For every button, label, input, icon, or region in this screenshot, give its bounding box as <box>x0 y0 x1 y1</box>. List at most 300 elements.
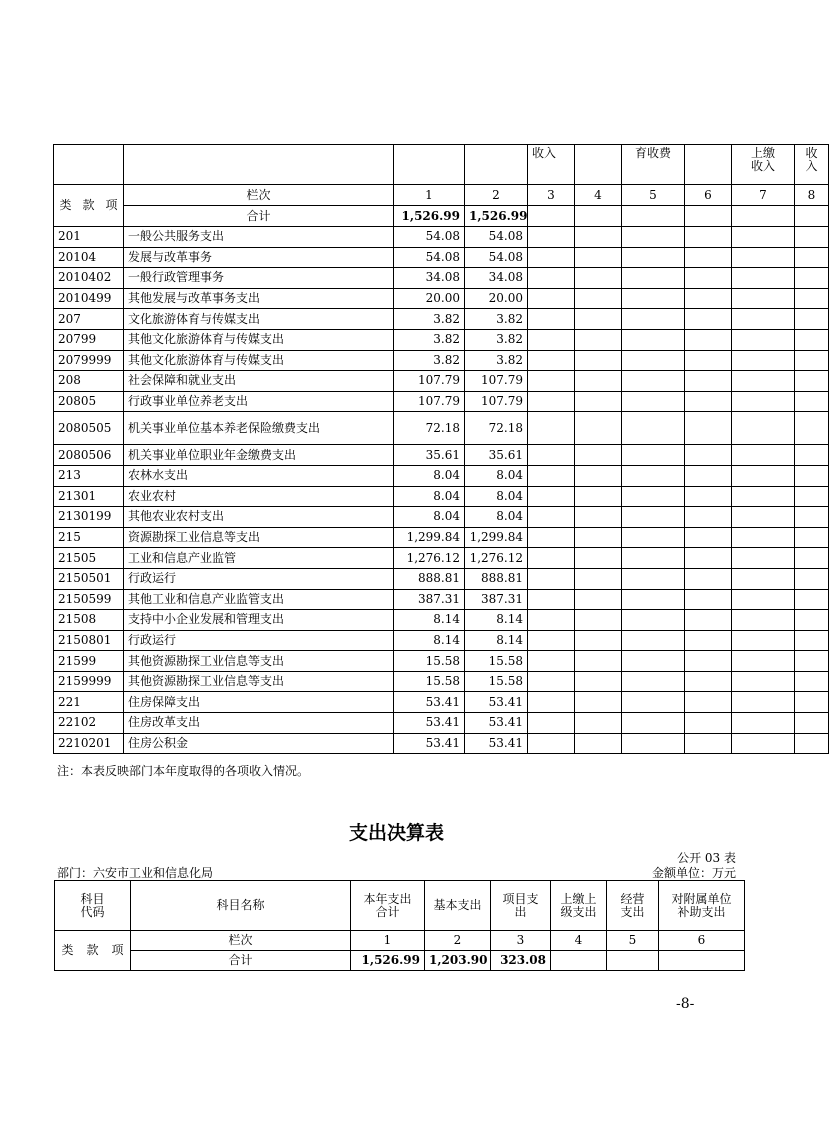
table-row <box>54 486 829 507</box>
empty-cell <box>622 651 685 672</box>
row-value: 387.31 <box>394 589 465 610</box>
empty-cell <box>795 371 829 392</box>
lei-kuan-xiang-header <box>54 185 124 227</box>
empty-cell <box>575 713 622 734</box>
row-value: 20.00 <box>465 288 528 309</box>
empty-cell <box>732 568 795 589</box>
col-lei: 类 <box>59 198 72 212</box>
table-row <box>54 350 829 371</box>
col-header: 对附属单位 补助支出 <box>659 881 745 931</box>
col-number: 6 <box>685 185 732 206</box>
total-label: 合计 <box>124 206 394 227</box>
row-value: 34.08 <box>465 268 528 289</box>
col-number: 6 <box>659 931 745 951</box>
empty-cell <box>622 465 685 486</box>
row-code: 21599 <box>54 651 124 672</box>
table-number: 公开 03 表 <box>677 851 736 865</box>
empty-cell <box>528 568 575 589</box>
row-value: 35.61 <box>394 445 465 466</box>
empty-cell <box>575 329 622 350</box>
col-header: 项目支 出 <box>491 881 551 931</box>
empty-cell <box>528 391 575 412</box>
empty-cell <box>575 465 622 486</box>
page-number: -8- <box>676 996 695 1012</box>
empty-cell <box>795 412 829 445</box>
empty-cell <box>795 350 829 371</box>
empty-cell <box>622 227 685 248</box>
empty-cell <box>732 692 795 713</box>
row-value: 8.04 <box>465 486 528 507</box>
row-name: 支持中小企业发展和管理支出 <box>124 610 394 631</box>
empty-cell <box>622 589 685 610</box>
row-value: 8.14 <box>465 610 528 631</box>
row-value: 34.08 <box>394 268 465 289</box>
col-header: 基本支出 <box>425 881 491 931</box>
row-code: 20805 <box>54 391 124 412</box>
empty-cell <box>622 329 685 350</box>
empty-cell <box>685 527 732 548</box>
row-name: 社会保障和就业支出 <box>124 371 394 392</box>
empty-cell <box>795 309 829 330</box>
empty-cell <box>685 445 732 466</box>
empty-cell <box>575 568 622 589</box>
col-number: 4 <box>575 185 622 206</box>
row-name: 其他文化旅游体育与传媒支出 <box>124 350 394 371</box>
row-code: 22102 <box>54 713 124 734</box>
empty-cell <box>795 630 829 651</box>
empty-cell <box>795 247 829 268</box>
empty-cell <box>575 733 622 754</box>
empty-cell <box>575 527 622 548</box>
empty-cell <box>528 371 575 392</box>
total-label: 合计 <box>131 951 351 971</box>
table-row <box>54 371 829 392</box>
empty-cell <box>685 371 732 392</box>
row-value: 72.18 <box>394 412 465 445</box>
empty-cell <box>685 268 732 289</box>
col-number: 4 <box>551 931 607 951</box>
row-value: 3.82 <box>394 329 465 350</box>
row-code: 2150801 <box>54 630 124 651</box>
empty-cell <box>732 268 795 289</box>
empty-cell <box>575 610 622 631</box>
row-value: 53.41 <box>394 692 465 713</box>
row-code: 215 <box>54 527 124 548</box>
empty-cell <box>622 507 685 528</box>
row-value: 8.14 <box>394 610 465 631</box>
row-code: 201 <box>54 227 124 248</box>
col-kuan: 款 <box>82 198 95 212</box>
empty-cell <box>685 630 732 651</box>
empty-cell <box>795 329 829 350</box>
empty-cell <box>528 288 575 309</box>
total-value: 1,526.99 <box>394 206 465 227</box>
row-value: 20.00 <box>394 288 465 309</box>
row-value: 53.41 <box>394 713 465 734</box>
row-value: 35.61 <box>465 445 528 466</box>
empty-cell <box>795 391 829 412</box>
empty-cell <box>622 247 685 268</box>
row-value: 53.41 <box>465 692 528 713</box>
empty-cell <box>622 391 685 412</box>
row-value: 8.14 <box>394 630 465 651</box>
row-name: 农业农村 <box>124 486 394 507</box>
empty-cell <box>528 350 575 371</box>
table-row <box>54 227 829 248</box>
row-code: 2080506 <box>54 445 124 466</box>
col-number: 8 <box>795 185 829 206</box>
row-code: 21301 <box>54 486 124 507</box>
row-code: 21508 <box>54 610 124 631</box>
header-fee-5: 育收费 <box>622 145 685 185</box>
empty-cell <box>622 548 685 569</box>
empty-cell <box>575 371 622 392</box>
empty-cell <box>732 412 795 445</box>
row-name: 住房保障支出 <box>124 692 394 713</box>
lei-kuan-xiang-header <box>55 931 131 971</box>
header-income-3: 收入 <box>528 145 575 185</box>
empty-cell <box>795 733 829 754</box>
row-value: 8.04 <box>394 507 465 528</box>
empty-cell <box>732 486 795 507</box>
empty-cell <box>732 445 795 466</box>
empty-cell <box>685 309 732 330</box>
empty-cell <box>575 486 622 507</box>
empty-cell <box>732 507 795 528</box>
empty-cell <box>622 371 685 392</box>
row-value: 3.82 <box>465 329 528 350</box>
empty-cell <box>575 227 622 248</box>
empty-cell <box>685 589 732 610</box>
empty-cell <box>732 610 795 631</box>
row-name: 一般公共服务支出 <box>124 227 394 248</box>
empty-cell <box>528 651 575 672</box>
row-value: 107.79 <box>394 371 465 392</box>
empty-cell <box>732 733 795 754</box>
table-row <box>54 630 829 651</box>
total-value: 1,526.99 <box>465 206 528 227</box>
empty-cell <box>732 651 795 672</box>
empty-cell <box>528 713 575 734</box>
table-row <box>54 692 829 713</box>
empty-cell <box>685 548 732 569</box>
empty-cell <box>732 329 795 350</box>
row-name: 其他资源勘探工业信息等支出 <box>124 671 394 692</box>
table-row <box>54 507 829 528</box>
row-code: 207 <box>54 309 124 330</box>
row-value: 8.04 <box>465 465 528 486</box>
empty-cell <box>622 610 685 631</box>
empty-cell <box>685 651 732 672</box>
row-name: 其他工业和信息产业监管支出 <box>124 589 394 610</box>
row-value: 53.41 <box>465 713 528 734</box>
empty-cell <box>528 486 575 507</box>
empty-cell <box>575 247 622 268</box>
row-value: 107.79 <box>394 391 465 412</box>
expenditure-table <box>54 880 745 971</box>
empty-cell <box>795 548 829 569</box>
empty-cell <box>685 391 732 412</box>
empty-cell <box>575 309 622 330</box>
empty-cell <box>622 692 685 713</box>
empty-cell <box>528 445 575 466</box>
row-value: 53.41 <box>394 733 465 754</box>
empty-cell <box>732 713 795 734</box>
table-row <box>54 527 829 548</box>
empty-cell <box>622 350 685 371</box>
lanci-label: 栏次 <box>131 931 351 951</box>
row-name: 资源勘探工业信息等支出 <box>124 527 394 548</box>
row-code: 208 <box>54 371 124 392</box>
col-number: 3 <box>491 931 551 951</box>
empty-cell <box>528 227 575 248</box>
empty-cell <box>528 548 575 569</box>
table-row <box>54 412 829 445</box>
empty-cell <box>528 630 575 651</box>
table-row <box>54 733 829 754</box>
table-row <box>54 309 829 330</box>
empty-cell <box>732 548 795 569</box>
department-label: 部门：六安市工业和信息化局 <box>57 866 214 880</box>
col-kuan: 款 <box>86 943 99 957</box>
empty-cell <box>622 268 685 289</box>
empty-cell <box>685 713 732 734</box>
empty-cell <box>622 733 685 754</box>
col-code-header: 科目 代码 <box>55 881 131 931</box>
row-value: 54.08 <box>465 247 528 268</box>
empty-cell <box>795 589 829 610</box>
table-row <box>54 391 829 412</box>
row-value: 387.31 <box>465 589 528 610</box>
row-value: 53.41 <box>465 733 528 754</box>
row-code: 2010499 <box>54 288 124 309</box>
empty-cell <box>685 692 732 713</box>
row-name: 机关事业单位职业年金缴费支出 <box>124 445 394 466</box>
empty-cell <box>795 445 829 466</box>
empty-cell <box>528 412 575 445</box>
empty-cell <box>575 589 622 610</box>
empty-cell <box>732 671 795 692</box>
empty-cell <box>575 671 622 692</box>
col-number: 2 <box>425 931 491 951</box>
empty-cell <box>685 733 732 754</box>
empty-cell <box>575 288 622 309</box>
empty-cell <box>685 568 732 589</box>
row-value: 8.04 <box>465 507 528 528</box>
table-row <box>54 568 829 589</box>
empty-cell <box>622 671 685 692</box>
row-name: 发展与改革事务 <box>124 247 394 268</box>
row-value: 15.58 <box>394 651 465 672</box>
empty-cell <box>575 692 622 713</box>
col-lei: 类 <box>61 943 74 957</box>
empty-cell <box>795 465 829 486</box>
row-value: 3.82 <box>394 350 465 371</box>
row-name: 农林水支出 <box>124 465 394 486</box>
row-value: 1,276.12 <box>465 548 528 569</box>
row-value: 888.81 <box>465 568 528 589</box>
empty-cell <box>575 651 622 672</box>
empty-cell <box>795 610 829 631</box>
empty-cell <box>528 268 575 289</box>
empty-cell <box>795 486 829 507</box>
table-row <box>54 445 829 466</box>
empty-cell <box>575 268 622 289</box>
empty-cell <box>732 350 795 371</box>
row-value: 72.18 <box>465 412 528 445</box>
row-value: 15.58 <box>465 651 528 672</box>
header-income-8: 收 入 <box>795 145 829 185</box>
row-code: 2130199 <box>54 507 124 528</box>
empty-cell <box>528 692 575 713</box>
empty-cell <box>622 309 685 330</box>
row-name: 一般行政管理事务 <box>124 268 394 289</box>
table-row <box>54 329 829 350</box>
empty-cell <box>732 465 795 486</box>
row-code: 213 <box>54 465 124 486</box>
row-value: 1,299.84 <box>394 527 465 548</box>
empty-cell <box>528 527 575 548</box>
row-name: 其他文化旅游体育与传媒支出 <box>124 329 394 350</box>
empty-cell <box>795 671 829 692</box>
row-value: 54.08 <box>394 247 465 268</box>
row-value: 15.58 <box>394 671 465 692</box>
empty-cell <box>685 465 732 486</box>
empty-cell <box>528 507 575 528</box>
row-value: 15.58 <box>465 671 528 692</box>
row-name: 行政运行 <box>124 568 394 589</box>
row-value: 1,299.84 <box>465 527 528 548</box>
row-value: 8.04 <box>394 465 465 486</box>
col-number: 1 <box>351 931 425 951</box>
row-name: 其他发展与改革事务支出 <box>124 288 394 309</box>
table-row <box>54 268 829 289</box>
col-number: 3 <box>528 185 575 206</box>
empty-cell <box>732 247 795 268</box>
col-number: 5 <box>607 931 659 951</box>
row-value: 888.81 <box>394 568 465 589</box>
row-name: 其他农业农村支出 <box>124 507 394 528</box>
empty-cell <box>732 630 795 651</box>
col-number: 1 <box>394 185 465 206</box>
table-row <box>54 288 829 309</box>
empty-cell <box>622 568 685 589</box>
empty-cell <box>622 630 685 651</box>
empty-cell <box>622 412 685 445</box>
row-value: 1,276.12 <box>394 548 465 569</box>
total-value: 323.08 <box>491 951 551 971</box>
empty-cell <box>528 610 575 631</box>
empty-cell <box>795 268 829 289</box>
empty-cell <box>732 371 795 392</box>
table-row <box>54 589 829 610</box>
col-number: 5 <box>622 185 685 206</box>
row-name: 行政事业单位养老支出 <box>124 391 394 412</box>
empty-cell <box>528 589 575 610</box>
table-row <box>54 671 829 692</box>
empty-cell <box>685 671 732 692</box>
col-header: 经营 支出 <box>607 881 659 931</box>
empty-cell <box>528 733 575 754</box>
row-code: 20799 <box>54 329 124 350</box>
empty-cell <box>622 445 685 466</box>
empty-cell <box>732 288 795 309</box>
row-value: 3.82 <box>394 309 465 330</box>
row-name: 住房改革支出 <box>124 713 394 734</box>
empty-cell <box>795 527 829 548</box>
empty-cell <box>685 227 732 248</box>
row-name: 住房公积金 <box>124 733 394 754</box>
empty-cell <box>575 548 622 569</box>
row-value: 107.79 <box>465 391 528 412</box>
col-number: 7 <box>732 185 795 206</box>
row-value: 3.82 <box>465 309 528 330</box>
col-header: 上缴上 级支出 <box>551 881 607 931</box>
page-title: 支出决算表 <box>348 822 444 844</box>
unit-label: 金额单位：万元 <box>651 866 736 880</box>
table-row <box>54 548 829 569</box>
empty-cell <box>795 507 829 528</box>
row-code: 2080505 <box>54 412 124 445</box>
col-xiang: 项 <box>111 943 124 957</box>
col-number: 2 <box>465 185 528 206</box>
empty-cell <box>685 507 732 528</box>
empty-cell <box>795 651 829 672</box>
empty-cell <box>795 692 829 713</box>
row-name: 工业和信息产业监管 <box>124 548 394 569</box>
row-value: 8.14 <box>465 630 528 651</box>
row-code: 2159999 <box>54 671 124 692</box>
table-row <box>54 651 829 672</box>
empty-cell <box>732 589 795 610</box>
row-code: 2079999 <box>54 350 124 371</box>
lanci-label: 栏次 <box>124 185 394 206</box>
empty-cell <box>575 630 622 651</box>
empty-cell <box>795 713 829 734</box>
empty-cell <box>795 227 829 248</box>
total-value: 1,526.99 <box>351 951 425 971</box>
empty-cell <box>685 486 732 507</box>
empty-cell <box>528 671 575 692</box>
row-code: 2210201 <box>54 733 124 754</box>
table-note: 注：本表反映部门本年度取得的各项收入情况。 <box>57 764 310 778</box>
empty-cell <box>685 247 732 268</box>
empty-cell <box>685 288 732 309</box>
total-value: 1,203.90 <box>425 951 491 971</box>
row-name: 机关事业单位基本养老保险缴费支出 <box>124 412 394 445</box>
empty-cell <box>732 527 795 548</box>
empty-cell <box>732 309 795 330</box>
row-code: 21505 <box>54 548 124 569</box>
empty-cell <box>795 568 829 589</box>
row-code: 2150599 <box>54 589 124 610</box>
empty-cell <box>528 309 575 330</box>
table-row <box>54 465 829 486</box>
row-code: 2010402 <box>54 268 124 289</box>
row-value: 54.08 <box>465 227 528 248</box>
row-value: 107.79 <box>465 371 528 392</box>
row-value: 8.04 <box>394 486 465 507</box>
row-name: 其他资源勘探工业信息等支出 <box>124 651 394 672</box>
row-code: 20104 <box>54 247 124 268</box>
empty-cell <box>528 247 575 268</box>
header-remit-7: 上缴 收入 <box>732 145 795 185</box>
empty-cell <box>575 412 622 445</box>
empty-cell <box>622 713 685 734</box>
empty-cell <box>685 412 732 445</box>
empty-cell <box>732 227 795 248</box>
row-value: 54.08 <box>394 227 465 248</box>
